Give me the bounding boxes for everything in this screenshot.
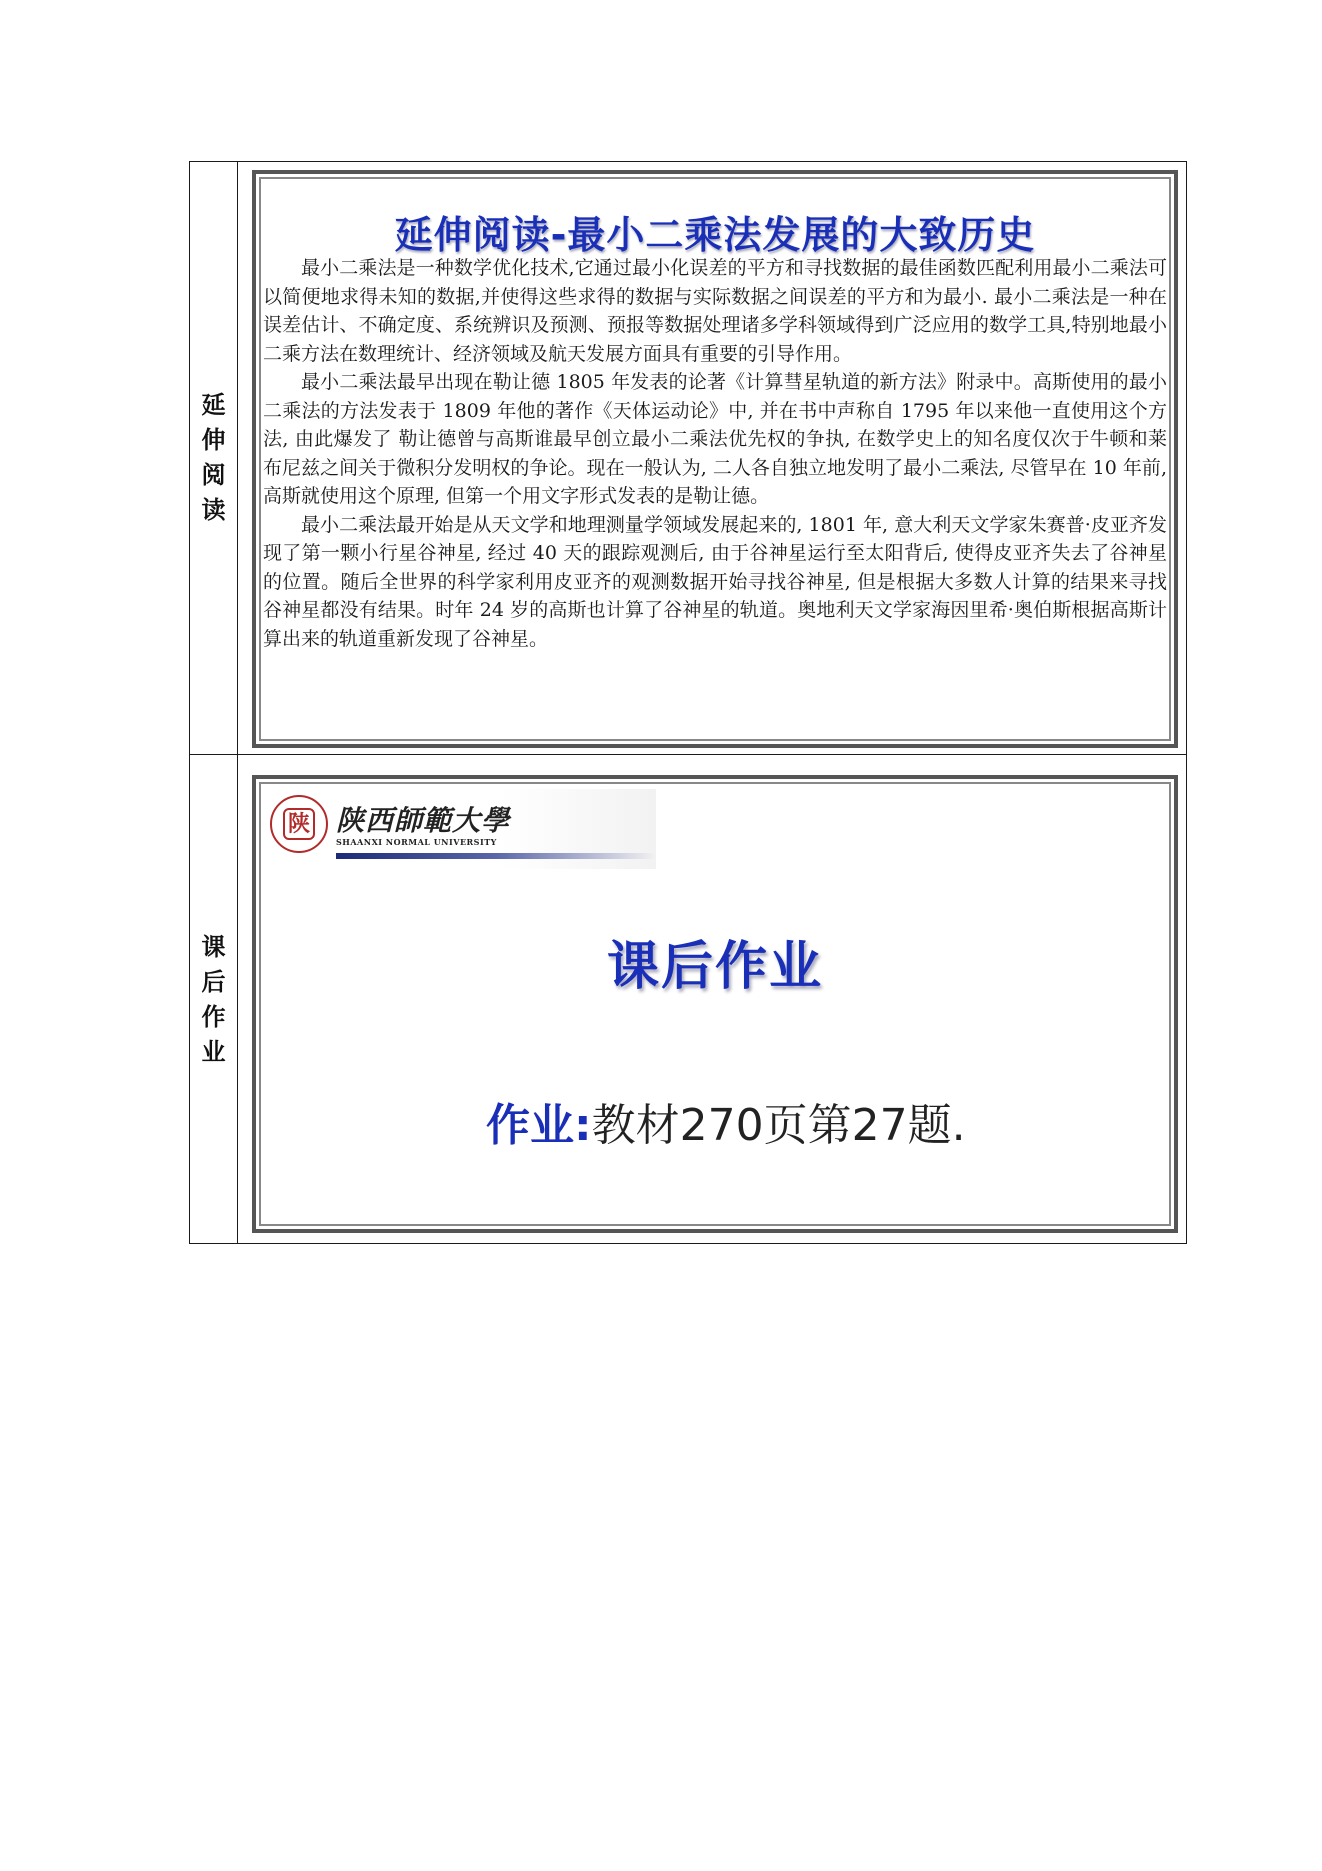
row-divider (190, 754, 1186, 755)
label-char: 业 (201, 1038, 226, 1066)
reading-paragraph: 最小二乘法最开始是从天文学和地理测量学领域发展起来的, 1801 年, 意大利天文学家朱赛普·皮亚齐发现了第一颗小行星谷神星, 经过 40 天的跟踪观测后, 由于谷神星运行至太阳背后, 使得皮亚齐失去了谷神星的位置。随后全世界的科学家利用皮亚齐的观测数据开始寻找谷神星, 但是根据大多数人计算的结果来寻找谷神星都没有结果。时年 24 岁的高斯也计算了谷神星的轨道。奥地利天文学家海因里希·奥伯斯根据高斯计算出来的轨道重新发现了谷神星。 (263, 513, 1167, 650)
seal-character: 陕 (283, 808, 315, 840)
reading-paragraph: 最小二乘法是一种数学优化技术,它通过最小化误差的平方和寻找数据的最佳函数匹配利用最小二乘法可以简便地求得未知的数据,并使得这些求得的数据与实际数据之间误差的平方和为最小. 最小二乘法是一种在误差估计、不确定度、系统辨识及预测、预报等数据处理诸多学科领域得到广泛应用的数学工具,特别地最小二乘方法在数理统计、经济领域及航天发展方面具有重要的引导作用。 (263, 257, 1167, 365)
homework-title: 课后作业 (606, 937, 823, 997)
label-char: 课 (201, 933, 226, 961)
reading-slide (252, 170, 1178, 748)
university-logo (266, 789, 656, 869)
logo-gradient-bar (336, 853, 656, 859)
label-char: 伸 (201, 426, 226, 454)
homework-slide (252, 775, 1178, 1233)
label-char: 读 (201, 496, 226, 524)
university-seal-icon (270, 795, 328, 853)
label-char: 延 (201, 391, 226, 419)
row-label-homework (190, 755, 237, 1245)
assignment-text: 教材270页第27题. (591, 1100, 966, 1151)
assignment-line (486, 1089, 966, 1153)
label-char: 阅 (201, 461, 226, 489)
university-name-cn: 陕西師範大學 (336, 804, 511, 837)
row-label-extended-reading (190, 162, 237, 754)
assignment-label: 作业: (486, 1100, 592, 1151)
reading-body (263, 254, 1167, 653)
column-divider (237, 162, 238, 1243)
content-table (189, 161, 1187, 1244)
label-char: 后 (201, 968, 226, 996)
university-name-en: SHAANXI NORMAL UNIVERSITY (336, 837, 497, 847)
label-char: 作 (201, 1003, 226, 1031)
reading-title: 延伸阅读-最小二乘法发展的大致历史 (394, 213, 1036, 257)
reading-paragraph: 最小二乘法最早出现在勒让德 1805 年发表的论著《计算彗星轨道的新方法》附录中。高斯使用的最小二乘法的方法发表于 1809 年他的著作《天体运动论》中, 并在书中声称自 1795 年以来他一直使用这个方法, 由此爆发了 勒让德曾与高斯谁最早创立最小二乘法优先权的争执, 在数学史上的知名度仅次于牛顿和莱布尼兹之间关于微积分发明权的争论。现在一般认为, 二人各自独立地发明了最小二乘法, 尽管早在 10 年前, 高斯就使用这个原理, 但第一个用文字形式发表的是勒让德。 (263, 371, 1167, 507)
